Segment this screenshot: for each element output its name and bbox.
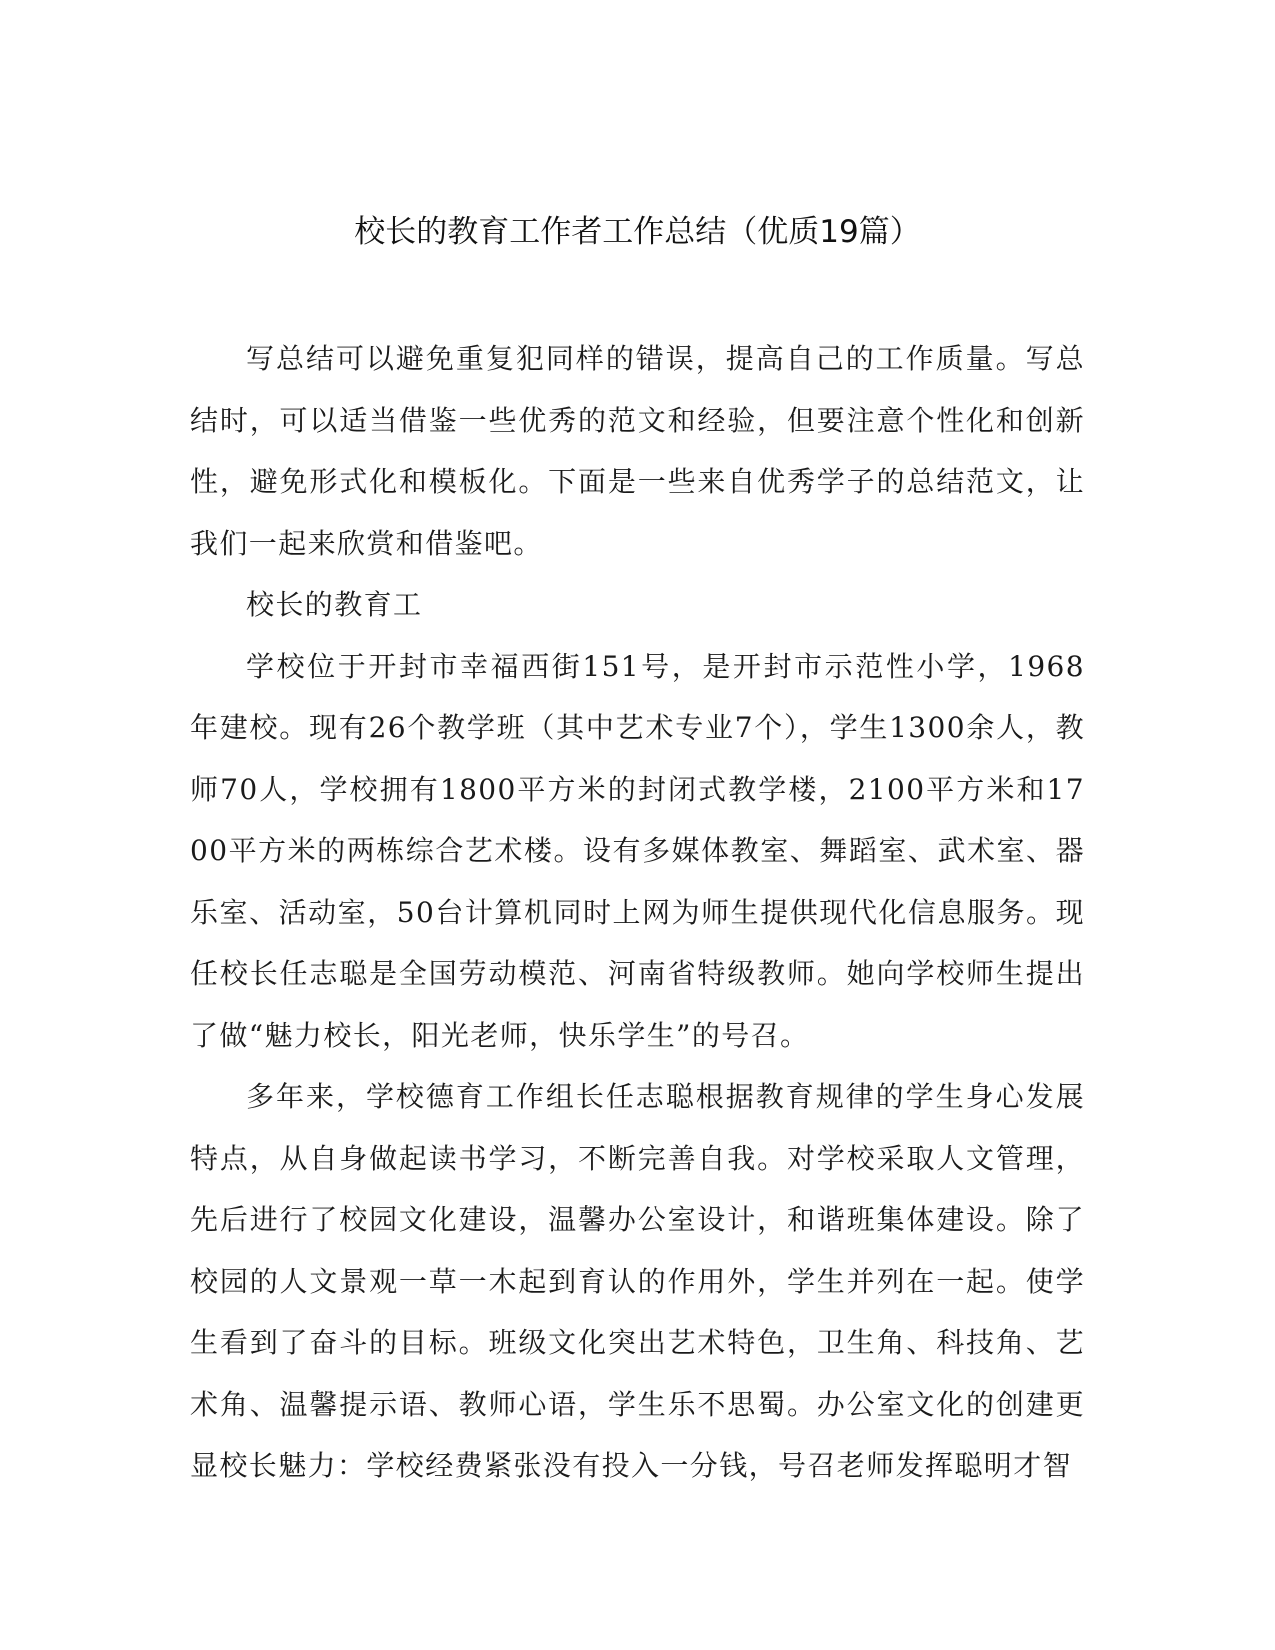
document-body bbox=[190, 328, 1085, 1497]
document-title: 校长的教育工作者工作总结（优质19篇） bbox=[354, 214, 921, 250]
paragraph-intro: 写总结可以避免重复犯同样的错误，提高自己的工作质量。写总结时，可以适当借鉴一些优秀的范文和经验，但要注意个性化和创新性，避免形式化和模板化。下面是一些来自优秀学子的总结范文，让我们一起来欣赏和借鉴吧。 bbox=[190, 342, 1085, 560]
paragraph-management: 多年来，学校德育工作组长任志聪根据教育规律的学生身心发展特点，从自身做起读书学习，不断完善自我。对学校采取人文管理，先后进行了校园文化建设，温馨办公室设计，和谐班集体建设。除了校园的人文景观一草一木起到育认的作用外，学生并列在一起。使学生看到了奋斗的目标。班级文化突出艺术特色，卫生角、科技角、艺术角、温馨提示语、教师心语，学生乐不思蜀。办公室文化的创建更显校长魅力：学校经费紧张没有投入一分钱，号召老师发挥聪明才智 bbox=[190, 1080, 1085, 1482]
paragraph-subheading: 校长的教育工 bbox=[246, 588, 423, 621]
paragraph-school-info: 学校位于开封市幸福西街151号，是开封市示范性小学，1968年建校。现有26个教学班（其中艺术专业7个），学生1300余人，教师70人，学校拥有1800平方米的封闭式教学楼，2100平方米和1700平方米的两栋综合艺术楼。设有多媒体教室、舞蹈室、武术室、器乐室、活动室，50台计算机同时上网为师生提供现代化信息服务。现任校长任志聪是全国劳动模范、河南省特级教师。她向学校师生提出了做“魅力校长，阳光老师，快乐学生”的号召。 bbox=[190, 649, 1085, 1052]
